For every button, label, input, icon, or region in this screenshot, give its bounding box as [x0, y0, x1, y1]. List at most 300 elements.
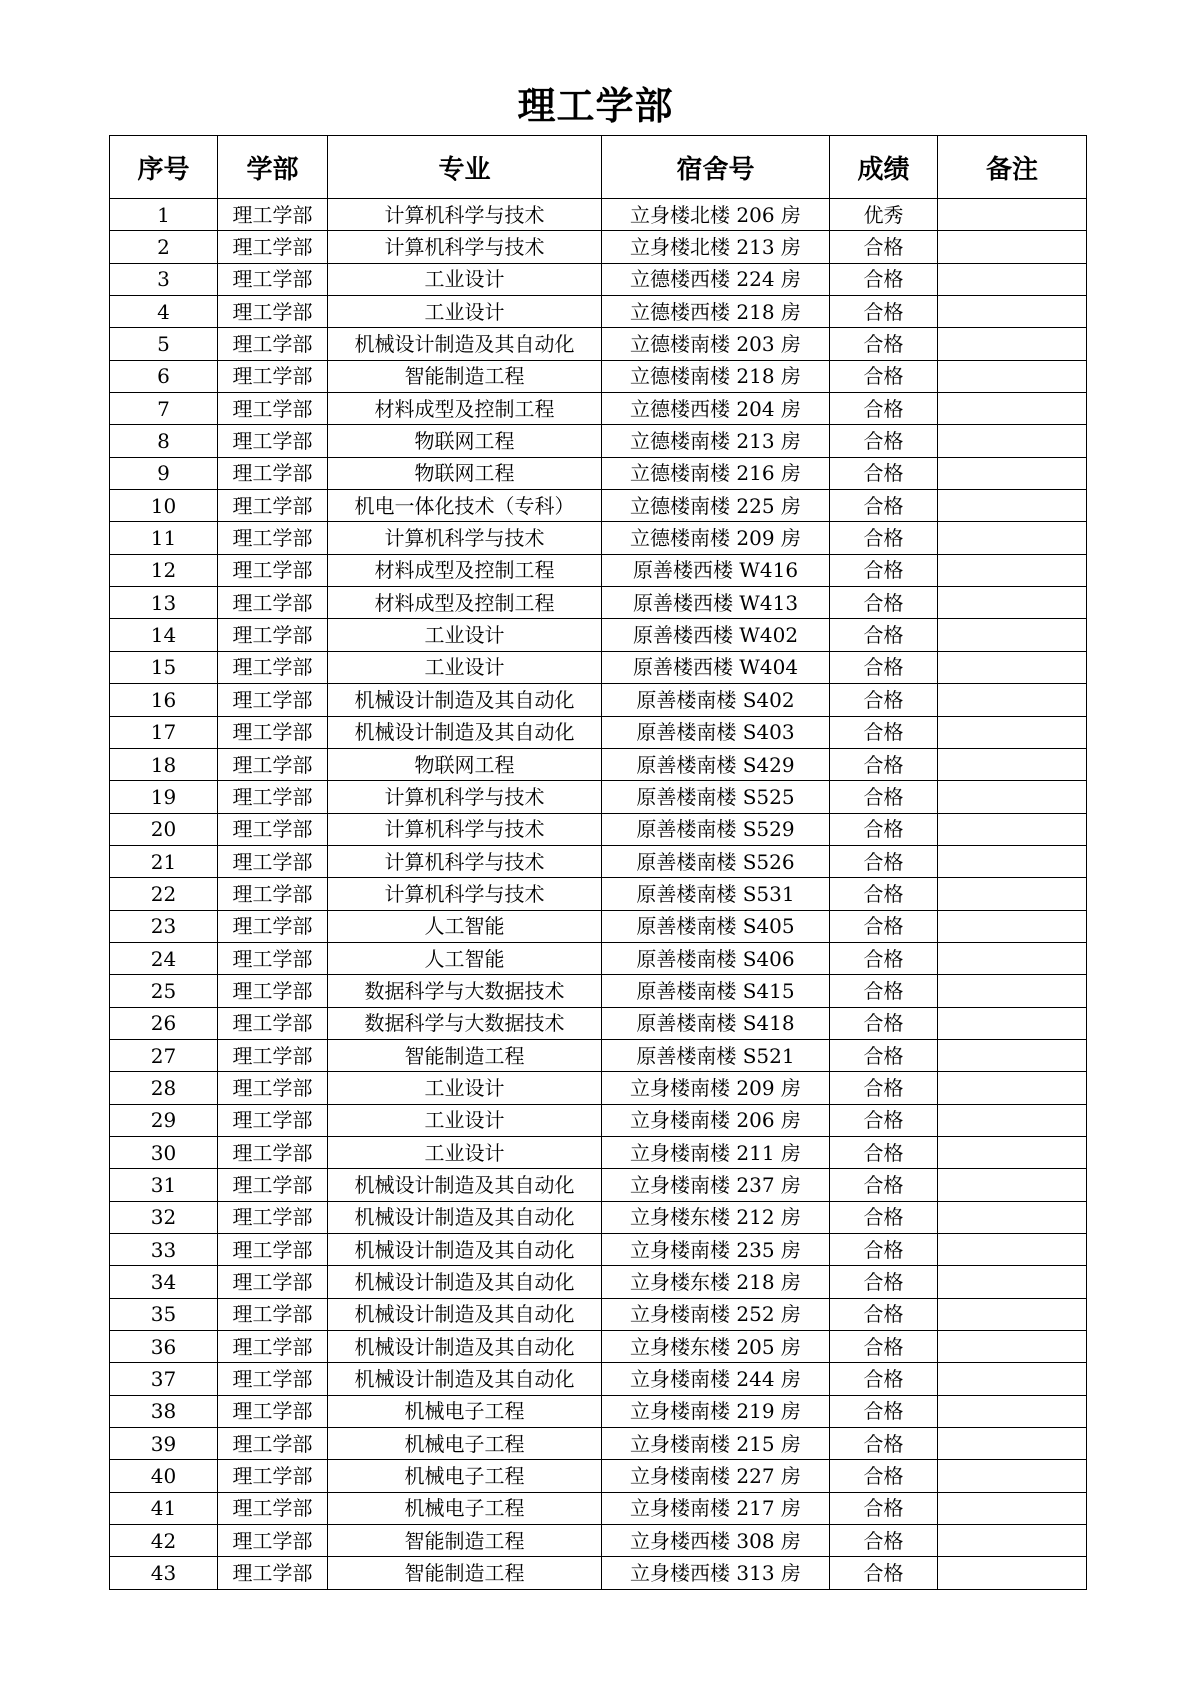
- cell-grade: 合格: [830, 845, 938, 877]
- cell-major: 物联网工程: [328, 457, 602, 489]
- cell-dorm: 立德楼西楼 224 房: [602, 263, 830, 295]
- cell-index: 5: [110, 328, 218, 360]
- cell-major: 工业设计: [328, 1104, 602, 1136]
- cell-grade: 合格: [830, 490, 938, 522]
- table-row: [110, 554, 1087, 586]
- cell-major: 机械设计制造及其自动化: [328, 1298, 602, 1330]
- cell-grade: 合格: [830, 1072, 938, 1104]
- cell-index: 23: [110, 910, 218, 942]
- cell-index: 39: [110, 1428, 218, 1460]
- table-row: [110, 845, 1087, 877]
- cell-department: 理工学部: [218, 522, 328, 554]
- cell-department: 理工学部: [218, 1492, 328, 1524]
- cell-dorm: 立身楼南楼 235 房: [602, 1234, 830, 1266]
- cell-remarks: [938, 554, 1087, 586]
- cell-grade: 合格: [830, 878, 938, 910]
- cell-remarks: [938, 1363, 1087, 1395]
- cell-grade: 合格: [830, 425, 938, 457]
- cell-remarks: [938, 1428, 1087, 1460]
- cell-remarks: [938, 942, 1087, 974]
- table-row: [110, 393, 1087, 425]
- cell-dorm: 立身楼南楼 217 房: [602, 1492, 830, 1524]
- cell-department: 理工学部: [218, 748, 328, 780]
- table-row: [110, 748, 1087, 780]
- cell-index: 22: [110, 878, 218, 910]
- cell-index: 30: [110, 1136, 218, 1168]
- cell-major: 智能制造工程: [328, 360, 602, 392]
- cell-grade: 合格: [830, 748, 938, 780]
- cell-grade: 合格: [830, 716, 938, 748]
- cell-index: 11: [110, 522, 218, 554]
- cell-major: 机电一体化技术（专科）: [328, 490, 602, 522]
- cell-dorm: 立身楼西楼 308 房: [602, 1525, 830, 1557]
- cell-major: 机械设计制造及其自动化: [328, 684, 602, 716]
- table-row: [110, 263, 1087, 295]
- cell-remarks: [938, 296, 1087, 328]
- cell-grade: 合格: [830, 1104, 938, 1136]
- cell-department: 理工学部: [218, 910, 328, 942]
- cell-department: 理工学部: [218, 393, 328, 425]
- cell-major: 计算机科学与技术: [328, 231, 602, 263]
- table-row: [110, 425, 1087, 457]
- cell-major: 机械设计制造及其自动化: [328, 1363, 602, 1395]
- cell-index: 19: [110, 781, 218, 813]
- cell-remarks: [938, 1136, 1087, 1168]
- cell-major: 工业设计: [328, 1072, 602, 1104]
- cell-remarks: [938, 1395, 1087, 1427]
- cell-major: 工业设计: [328, 619, 602, 651]
- cell-grade: 合格: [830, 1363, 938, 1395]
- table-row: [110, 942, 1087, 974]
- cell-remarks: [938, 587, 1087, 619]
- cell-index: 21: [110, 845, 218, 877]
- cell-department: 理工学部: [218, 1363, 328, 1395]
- cell-grade: 合格: [830, 1331, 938, 1363]
- cell-department: 理工学部: [218, 1039, 328, 1071]
- cell-remarks: [938, 1201, 1087, 1233]
- cell-index: 2: [110, 231, 218, 263]
- cell-remarks: [938, 1169, 1087, 1201]
- cell-department: 理工学部: [218, 263, 328, 295]
- cell-department: 理工学部: [218, 1331, 328, 1363]
- table-row: [110, 1234, 1087, 1266]
- cell-department: 理工学部: [218, 716, 328, 748]
- cell-department: 理工学部: [218, 1234, 328, 1266]
- cell-department: 理工学部: [218, 199, 328, 231]
- cell-department: 理工学部: [218, 360, 328, 392]
- cell-major: 机械电子工程: [328, 1428, 602, 1460]
- table-row: [110, 1104, 1087, 1136]
- cell-remarks: [938, 522, 1087, 554]
- cell-remarks: [938, 845, 1087, 877]
- table-row: [110, 231, 1087, 263]
- cell-grade: 合格: [830, 263, 938, 295]
- cell-index: 6: [110, 360, 218, 392]
- cell-major: 机械电子工程: [328, 1460, 602, 1492]
- cell-remarks: [938, 263, 1087, 295]
- cell-dorm: 立身楼南楼 206 房: [602, 1104, 830, 1136]
- cell-major: 机械设计制造及其自动化: [328, 1266, 602, 1298]
- cell-remarks: [938, 1557, 1087, 1589]
- cell-department: 理工学部: [218, 813, 328, 845]
- cell-index: 24: [110, 942, 218, 974]
- cell-department: 理工学部: [218, 684, 328, 716]
- cell-grade: 合格: [830, 813, 938, 845]
- table-row: [110, 1363, 1087, 1395]
- cell-major: 机械设计制造及其自动化: [328, 1234, 602, 1266]
- table-row: [110, 716, 1087, 748]
- table-row: [110, 1136, 1087, 1168]
- cell-index: 10: [110, 490, 218, 522]
- cell-major: 机械设计制造及其自动化: [328, 1169, 602, 1201]
- cell-dorm: 立身楼东楼 218 房: [602, 1266, 830, 1298]
- cell-department: 理工学部: [218, 975, 328, 1007]
- cell-grade: 合格: [830, 1169, 938, 1201]
- cell-grade: 合格: [830, 1492, 938, 1524]
- cell-remarks: [938, 1266, 1087, 1298]
- cell-major: 工业设计: [328, 1136, 602, 1168]
- cell-department: 理工学部: [218, 1072, 328, 1104]
- cell-remarks: [938, 1039, 1087, 1071]
- cell-remarks: [938, 878, 1087, 910]
- cell-dorm: 立身楼南楼 244 房: [602, 1363, 830, 1395]
- cell-dorm: 立身楼南楼 237 房: [602, 1169, 830, 1201]
- cell-major: 人工智能: [328, 910, 602, 942]
- cell-major: 机械电子工程: [328, 1395, 602, 1427]
- cell-index: 29: [110, 1104, 218, 1136]
- cell-remarks: [938, 716, 1087, 748]
- cell-index: 25: [110, 975, 218, 1007]
- cell-grade: 合格: [830, 942, 938, 974]
- cell-dorm: 立身楼西楼 313 房: [602, 1557, 830, 1589]
- cell-department: 理工学部: [218, 1395, 328, 1427]
- table-row: [110, 878, 1087, 910]
- cell-index: 18: [110, 748, 218, 780]
- cell-dorm: 立身楼北楼 213 房: [602, 231, 830, 263]
- cell-remarks: [938, 813, 1087, 845]
- cell-grade: 优秀: [830, 199, 938, 231]
- table-row: [110, 360, 1087, 392]
- cell-dorm: 原善楼南楼 S531: [602, 878, 830, 910]
- cell-remarks: [938, 360, 1087, 392]
- cell-dorm: 立身楼南楼 227 房: [602, 1460, 830, 1492]
- cell-dorm: 立身楼南楼 209 房: [602, 1072, 830, 1104]
- table-row: [110, 975, 1087, 1007]
- cell-grade: 合格: [830, 360, 938, 392]
- cell-department: 理工学部: [218, 296, 328, 328]
- table-header-row: [110, 136, 1087, 199]
- cell-department: 理工学部: [218, 328, 328, 360]
- cell-department: 理工学部: [218, 1136, 328, 1168]
- cell-index: 26: [110, 1007, 218, 1039]
- cell-index: 16: [110, 684, 218, 716]
- table-row: [110, 910, 1087, 942]
- cell-remarks: [938, 1072, 1087, 1104]
- cell-major: 智能制造工程: [328, 1557, 602, 1589]
- table-row: [110, 1039, 1087, 1071]
- cell-major: 材料成型及控制工程: [328, 554, 602, 586]
- cell-dorm: 立身楼南楼 215 房: [602, 1428, 830, 1460]
- cell-grade: 合格: [830, 684, 938, 716]
- cell-major: 计算机科学与技术: [328, 781, 602, 813]
- cell-dorm: 原善楼南楼 S403: [602, 716, 830, 748]
- cell-department: 理工学部: [218, 651, 328, 683]
- cell-index: 14: [110, 619, 218, 651]
- cell-dorm: 原善楼西楼 W404: [602, 651, 830, 683]
- table-row: [110, 296, 1087, 328]
- cell-dorm: 立德楼西楼 218 房: [602, 296, 830, 328]
- cell-major: 智能制造工程: [328, 1039, 602, 1071]
- cell-remarks: [938, 748, 1087, 780]
- header-index: 序号: [110, 136, 218, 199]
- cell-remarks: [938, 1007, 1087, 1039]
- table-row: [110, 1492, 1087, 1524]
- cell-dorm: 立身楼南楼 211 房: [602, 1136, 830, 1168]
- cell-remarks: [938, 1104, 1087, 1136]
- cell-dorm: 原善楼西楼 W416: [602, 554, 830, 586]
- table-row: [110, 1298, 1087, 1330]
- cell-major: 机械设计制造及其自动化: [328, 1331, 602, 1363]
- table-row: [110, 1460, 1087, 1492]
- cell-remarks: [938, 1525, 1087, 1557]
- cell-major: 数据科学与大数据技术: [328, 1007, 602, 1039]
- cell-remarks: [938, 1492, 1087, 1524]
- cell-remarks: [938, 199, 1087, 231]
- header-department: 学部: [218, 136, 328, 199]
- cell-dorm: 立德楼南楼 216 房: [602, 457, 830, 489]
- cell-dorm: 立德楼南楼 203 房: [602, 328, 830, 360]
- cell-dorm: 原善楼南楼 S415: [602, 975, 830, 1007]
- cell-major: 工业设计: [328, 296, 602, 328]
- table-row: [110, 813, 1087, 845]
- cell-index: 43: [110, 1557, 218, 1589]
- table-row: [110, 651, 1087, 683]
- table-row: [110, 457, 1087, 489]
- cell-department: 理工学部: [218, 781, 328, 813]
- cell-dorm: 原善楼西楼 W402: [602, 619, 830, 651]
- cell-dorm: 立德楼南楼 209 房: [602, 522, 830, 554]
- cell-dorm: 原善楼南楼 S405: [602, 910, 830, 942]
- cell-remarks: [938, 457, 1087, 489]
- cell-grade: 合格: [830, 1201, 938, 1233]
- cell-index: 36: [110, 1331, 218, 1363]
- cell-grade: 合格: [830, 1266, 938, 1298]
- table-row: [110, 199, 1087, 231]
- cell-grade: 合格: [830, 1428, 938, 1460]
- cell-dorm: 原善楼南楼 S429: [602, 748, 830, 780]
- cell-major: 材料成型及控制工程: [328, 393, 602, 425]
- page-title: 理工学部: [517, 84, 674, 128]
- cell-department: 理工学部: [218, 457, 328, 489]
- cell-grade: 合格: [830, 651, 938, 683]
- cell-dorm: 原善楼南楼 S529: [602, 813, 830, 845]
- cell-index: 40: [110, 1460, 218, 1492]
- cell-dorm: 立身楼东楼 205 房: [602, 1331, 830, 1363]
- cell-index: 7: [110, 393, 218, 425]
- cell-grade: 合格: [830, 1039, 938, 1071]
- cell-dorm: 立德楼西楼 204 房: [602, 393, 830, 425]
- cell-index: 38: [110, 1395, 218, 1427]
- cell-index: 28: [110, 1072, 218, 1104]
- table-row: [110, 328, 1087, 360]
- cell-grade: 合格: [830, 1136, 938, 1168]
- cell-department: 理工学部: [218, 942, 328, 974]
- cell-remarks: [938, 1331, 1087, 1363]
- cell-major: 计算机科学与技术: [328, 878, 602, 910]
- cell-grade: 合格: [830, 1234, 938, 1266]
- table-row: [110, 684, 1087, 716]
- table-row: [110, 1266, 1087, 1298]
- cell-dorm: 立身楼北楼 206 房: [602, 199, 830, 231]
- table-row: [110, 587, 1087, 619]
- cell-remarks: [938, 910, 1087, 942]
- table-row: [110, 781, 1087, 813]
- cell-index: 31: [110, 1169, 218, 1201]
- table-row: [110, 1331, 1087, 1363]
- cell-remarks: [938, 1298, 1087, 1330]
- cell-dorm: 原善楼南楼 S525: [602, 781, 830, 813]
- cell-index: 42: [110, 1525, 218, 1557]
- cell-grade: 合格: [830, 619, 938, 651]
- cell-grade: 合格: [830, 1395, 938, 1427]
- table-row: [110, 1525, 1087, 1557]
- cell-index: 4: [110, 296, 218, 328]
- cell-major: 人工智能: [328, 942, 602, 974]
- header-remarks: 备注: [938, 136, 1087, 199]
- cell-dorm: 原善楼南楼 S418: [602, 1007, 830, 1039]
- cell-remarks: [938, 619, 1087, 651]
- cell-dorm: 原善楼西楼 W413: [602, 587, 830, 619]
- cell-major: 材料成型及控制工程: [328, 587, 602, 619]
- table-row: [110, 619, 1087, 651]
- cell-grade: 合格: [830, 393, 938, 425]
- cell-index: 17: [110, 716, 218, 748]
- cell-dorm: 立德楼南楼 225 房: [602, 490, 830, 522]
- cell-index: 9: [110, 457, 218, 489]
- cell-dorm: 立德楼南楼 218 房: [602, 360, 830, 392]
- cell-index: 33: [110, 1234, 218, 1266]
- header-major: 专业: [328, 136, 602, 199]
- cell-remarks: [938, 1460, 1087, 1492]
- cell-department: 理工学部: [218, 1104, 328, 1136]
- cell-grade: 合格: [830, 781, 938, 813]
- cell-major: 智能制造工程: [328, 1525, 602, 1557]
- dormitory-table: [109, 135, 1087, 1590]
- cell-index: 27: [110, 1039, 218, 1071]
- cell-major: 物联网工程: [328, 748, 602, 780]
- cell-major: 计算机科学与技术: [328, 522, 602, 554]
- cell-index: 34: [110, 1266, 218, 1298]
- cell-major: 机械设计制造及其自动化: [328, 328, 602, 360]
- cell-index: 41: [110, 1492, 218, 1524]
- cell-grade: 合格: [830, 587, 938, 619]
- cell-grade: 合格: [830, 1557, 938, 1589]
- cell-department: 理工学部: [218, 1169, 328, 1201]
- cell-remarks: [938, 393, 1087, 425]
- cell-index: 1: [110, 199, 218, 231]
- table-row: [110, 490, 1087, 522]
- cell-grade: 合格: [830, 975, 938, 1007]
- cell-grade: 合格: [830, 1525, 938, 1557]
- cell-department: 理工学部: [218, 1525, 328, 1557]
- table-row: [110, 1395, 1087, 1427]
- cell-grade: 合格: [830, 910, 938, 942]
- cell-grade: 合格: [830, 1460, 938, 1492]
- cell-index: 35: [110, 1298, 218, 1330]
- cell-department: 理工学部: [218, 1007, 328, 1039]
- cell-major: 机械设计制造及其自动化: [328, 1201, 602, 1233]
- cell-department: 理工学部: [218, 1460, 328, 1492]
- cell-remarks: [938, 328, 1087, 360]
- table-row: [110, 1007, 1087, 1039]
- cell-index: 13: [110, 587, 218, 619]
- cell-dorm: 立身楼南楼 219 房: [602, 1395, 830, 1427]
- cell-major: 计算机科学与技术: [328, 845, 602, 877]
- cell-department: 理工学部: [218, 878, 328, 910]
- cell-grade: 合格: [830, 231, 938, 263]
- cell-remarks: [938, 231, 1087, 263]
- cell-department: 理工学部: [218, 1428, 328, 1460]
- cell-remarks: [938, 684, 1087, 716]
- cell-grade: 合格: [830, 328, 938, 360]
- cell-index: 3: [110, 263, 218, 295]
- cell-department: 理工学部: [218, 619, 328, 651]
- table-row: [110, 1072, 1087, 1104]
- cell-dorm: 立身楼东楼 212 房: [602, 1201, 830, 1233]
- cell-index: 20: [110, 813, 218, 845]
- cell-remarks: [938, 975, 1087, 1007]
- cell-major: 物联网工程: [328, 425, 602, 457]
- cell-major: 机械电子工程: [328, 1492, 602, 1524]
- cell-grade: 合格: [830, 296, 938, 328]
- cell-department: 理工学部: [218, 425, 328, 457]
- cell-grade: 合格: [830, 522, 938, 554]
- cell-index: 15: [110, 651, 218, 683]
- cell-dorm: 立身楼南楼 252 房: [602, 1298, 830, 1330]
- cell-index: 8: [110, 425, 218, 457]
- cell-index: 32: [110, 1201, 218, 1233]
- cell-grade: 合格: [830, 1007, 938, 1039]
- cell-major: 计算机科学与技术: [328, 813, 602, 845]
- cell-major: 机械设计制造及其自动化: [328, 716, 602, 748]
- cell-dorm: 原善楼南楼 S402: [602, 684, 830, 716]
- cell-index: 12: [110, 554, 218, 586]
- cell-major: 计算机科学与技术: [328, 199, 602, 231]
- cell-department: 理工学部: [218, 845, 328, 877]
- cell-department: 理工学部: [218, 1298, 328, 1330]
- cell-department: 理工学部: [218, 587, 328, 619]
- cell-remarks: [938, 490, 1087, 522]
- cell-remarks: [938, 1234, 1087, 1266]
- table-row: [110, 1428, 1087, 1460]
- cell-dorm: 原善楼南楼 S526: [602, 845, 830, 877]
- cell-dorm: 原善楼南楼 S406: [602, 942, 830, 974]
- cell-department: 理工学部: [218, 1266, 328, 1298]
- cell-department: 理工学部: [218, 490, 328, 522]
- cell-grade: 合格: [830, 1298, 938, 1330]
- cell-department: 理工学部: [218, 1201, 328, 1233]
- cell-grade: 合格: [830, 554, 938, 586]
- cell-remarks: [938, 781, 1087, 813]
- cell-dorm: 原善楼南楼 S521: [602, 1039, 830, 1071]
- cell-major: 工业设计: [328, 651, 602, 683]
- header-grade: 成绩: [830, 136, 938, 199]
- table-row: [110, 1169, 1087, 1201]
- header-dorm: 宿舍号: [602, 136, 830, 199]
- cell-remarks: [938, 651, 1087, 683]
- cell-dorm: 立德楼南楼 213 房: [602, 425, 830, 457]
- table-row: [110, 1201, 1087, 1233]
